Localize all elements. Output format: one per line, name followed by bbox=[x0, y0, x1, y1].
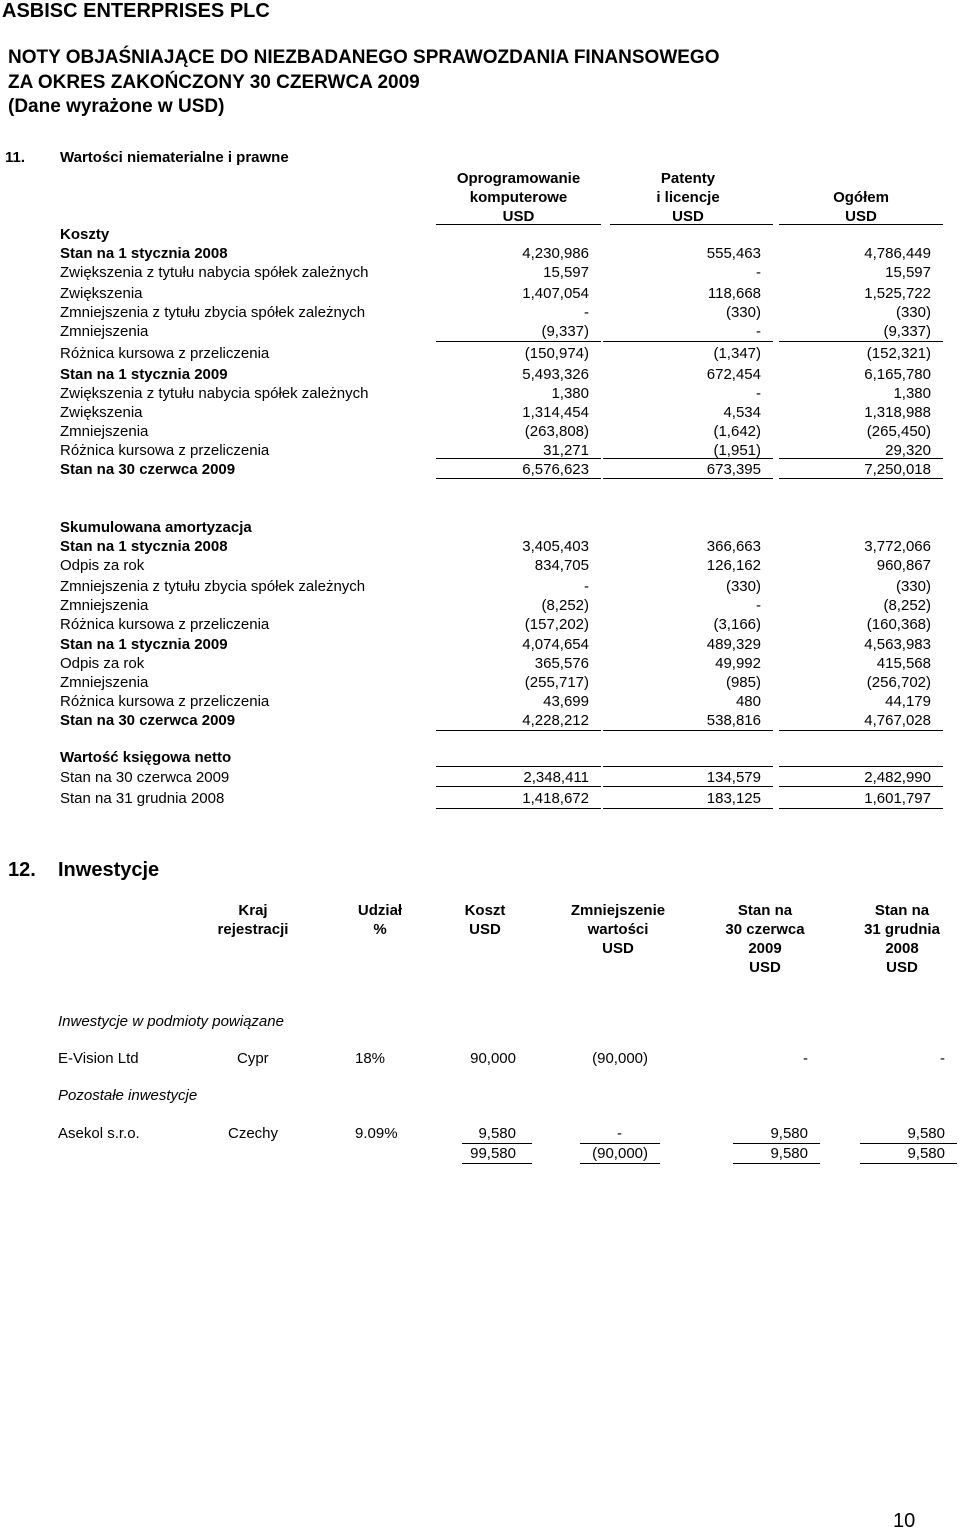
subtotal-rule bbox=[860, 1143, 957, 1144]
koszty-rule bbox=[779, 478, 943, 479]
netto-row-value: 1,418,672 bbox=[522, 790, 589, 807]
inv-col-header-dec-2008 bbox=[842, 901, 960, 977]
koszty-row-value: (9,337) bbox=[541, 323, 589, 340]
inv-company: E-Vision Ltd bbox=[58, 1050, 139, 1067]
header-rule bbox=[610, 224, 773, 225]
koszty-row-value: 555,463 bbox=[706, 245, 761, 262]
koszty-row-label: Stan na 1 stycznia 2009 bbox=[60, 366, 228, 383]
inv-col-header-line: 30 czerwca bbox=[725, 921, 805, 938]
netto-row-label: Stan na 30 czerwca 2009 bbox=[60, 769, 230, 786]
koszty-row-label: Zwiększenia z tytułu nabycia spółek zależnych bbox=[60, 385, 369, 402]
koszty-row-value: 4,786,449 bbox=[864, 245, 931, 262]
koszty-row-value: 1,318,988 bbox=[864, 404, 931, 421]
inv-impairment: (90,000) bbox=[592, 1050, 648, 1067]
koszty-row-value: (1,642) bbox=[713, 423, 761, 440]
report-title-line-1: NOTY OBJAŚNIAJĄCE DO NIEZBADANEGO SPRAWOZDANIA FINANSOWEGO bbox=[8, 47, 720, 68]
amortyzacja-rule bbox=[436, 730, 601, 731]
koszty-row-label: Zmniejszenia z tytułu zbycia spółek zależnych bbox=[60, 304, 366, 321]
amortyzacja-row-value: 960,867 bbox=[876, 557, 931, 574]
koszty-row-value: 118,668 bbox=[707, 285, 761, 302]
netto-rule bbox=[779, 766, 943, 767]
koszty-row-value: 673,395 bbox=[706, 461, 761, 478]
amortyzacja-row-value: (330) bbox=[895, 578, 931, 595]
subtotal-rule bbox=[733, 1143, 820, 1144]
koszty-heading: Koszty bbox=[60, 226, 110, 243]
amortyzacja-row-value: (8,252) bbox=[541, 597, 589, 614]
netto-rule bbox=[603, 808, 773, 809]
report-title-line-3: (Dane wyrażone w USD) bbox=[8, 96, 225, 117]
col-header-total-line: Ogółem bbox=[833, 189, 889, 206]
inv-group-other: Pozostałe inwestycje bbox=[58, 1087, 198, 1104]
netto-rule bbox=[436, 786, 601, 787]
col-header-software bbox=[436, 169, 601, 226]
section-12-title: Inwestycje bbox=[58, 859, 160, 881]
amortyzacja-row-value: 126,162 bbox=[706, 557, 761, 574]
amortyzacja-row-label: Stan na 1 stycznia 2008 bbox=[60, 538, 228, 555]
koszty-row-value: (150,974) bbox=[524, 345, 589, 362]
koszty-rule bbox=[436, 341, 601, 342]
header-rule bbox=[436, 224, 601, 225]
col-header-total-unit: USD bbox=[845, 208, 877, 225]
section-12-number: 12. bbox=[8, 859, 36, 881]
amortyzacja-row-label: Odpis za rok bbox=[60, 557, 145, 574]
amortyzacja-row-value: 834,705 bbox=[534, 557, 589, 574]
inv-group-related: Inwestycje w podmioty powiązane bbox=[58, 1013, 284, 1030]
koszty-row-label: Zmniejszenia bbox=[60, 323, 149, 340]
amortyzacja-row-value: 49,992 bbox=[715, 655, 761, 672]
koszty-row-value: 1,407,054 bbox=[522, 285, 589, 302]
total-rule bbox=[462, 1163, 532, 1164]
amortyzacja-row-value: - bbox=[584, 578, 589, 595]
koszty-row-value: 4,534 bbox=[723, 404, 761, 421]
total-rule bbox=[733, 1163, 820, 1164]
koszty-row-label: Zwiększenia z tytułu nabycia spółek zależnych bbox=[60, 264, 369, 281]
inv-june-2009: 9,580 bbox=[770, 1125, 808, 1142]
amortyzacja-rule bbox=[779, 730, 943, 731]
koszty-row-value: 6,165,780 bbox=[864, 366, 931, 383]
amortyzacja-row-value: 415,568 bbox=[876, 655, 931, 672]
amortyzacja-row-value: (330) bbox=[725, 578, 761, 595]
amortyzacja-row-label: Odpis za rok bbox=[60, 655, 145, 672]
amortyzacja-row-value: 4,563,983 bbox=[864, 636, 931, 653]
amortyzacja-row-label: Zmniejszenia bbox=[60, 674, 149, 691]
netto-rule bbox=[779, 786, 943, 787]
subtotal-rule bbox=[462, 1143, 532, 1144]
amortyzacja-row-value: 4,228,212 bbox=[522, 712, 589, 729]
header-rule bbox=[779, 224, 943, 225]
inv-col-header-line: rejestracji bbox=[217, 921, 289, 938]
koszty-row-label: Różnica kursowa z przeliczenia bbox=[60, 442, 270, 459]
amortyzacja-row-label: Zmniejszenia bbox=[60, 597, 149, 614]
amortyzacja-row-value: 480 bbox=[735, 693, 761, 710]
koszty-row-value: 31,271 bbox=[543, 442, 589, 459]
amortyzacja-row-value: - bbox=[756, 597, 761, 614]
koszty-row-value: 7,250,018 bbox=[864, 461, 931, 478]
amortyzacja-rule bbox=[603, 730, 773, 731]
inv-col-header-line: USD bbox=[749, 959, 781, 976]
inv-col-header-line: 2008 bbox=[885, 940, 919, 957]
company-name: ASBISC ENTERPRISES PLC bbox=[2, 0, 270, 22]
netto-row-value: 1,601,797 bbox=[864, 790, 931, 807]
col-header-total bbox=[779, 188, 943, 226]
koszty-rule bbox=[603, 341, 773, 342]
inv-col-header-line: % bbox=[373, 921, 387, 938]
amortyzacja-row-value: (160,368) bbox=[866, 616, 931, 633]
amortyzacja-row-value: (255,717) bbox=[524, 674, 589, 691]
netto-rule bbox=[436, 766, 601, 767]
amortyzacja-row-value: 538,816 bbox=[706, 712, 761, 729]
inv-share: 9.09% bbox=[355, 1125, 398, 1142]
inv-country: Czechy bbox=[228, 1125, 279, 1142]
koszty-row-value: 1,380 bbox=[551, 385, 589, 402]
amortyzacja-row-label: Stan na 1 stycznia 2009 bbox=[60, 636, 228, 653]
amortyzacja-heading: Skumulowana amortyzacja bbox=[60, 519, 252, 536]
inv-col-header-cost bbox=[445, 901, 525, 939]
koszty-row-value: (265,450) bbox=[866, 423, 931, 440]
inv-total-dec-2008: 9,580 bbox=[907, 1145, 945, 1162]
koszty-row-value: 1,525,722 bbox=[864, 285, 931, 302]
inv-col-header-impairment bbox=[553, 901, 683, 958]
netto-rule bbox=[436, 808, 601, 809]
koszty-row-value: (330) bbox=[895, 304, 931, 321]
koszty-row-label: Zwiększenia bbox=[60, 285, 143, 302]
inv-col-header-line: Koszt bbox=[464, 902, 506, 919]
inv-dec-2008: 9,580 bbox=[907, 1125, 945, 1142]
inv-col-header-line: 2009 bbox=[748, 940, 782, 957]
inv-dec-2008: - bbox=[940, 1050, 945, 1067]
inv-company: Asekol s.r.o. bbox=[58, 1125, 140, 1142]
koszty-row-value: 29,320 bbox=[885, 442, 931, 459]
amortyzacja-row-label: Różnica kursowa z przeliczenia bbox=[60, 693, 270, 710]
amortyzacja-row-label: Różnica kursowa z przeliczenia bbox=[60, 616, 270, 633]
koszty-row-value: 15,597 bbox=[543, 264, 589, 281]
koszty-rule bbox=[436, 458, 601, 459]
koszty-row-value: - bbox=[756, 385, 761, 402]
koszty-row-value: 4,230,986 bbox=[522, 245, 589, 262]
col-header-patents-unit: USD bbox=[672, 208, 704, 225]
inv-total-cost: 99,580 bbox=[470, 1145, 516, 1162]
koszty-row-label: Różnica kursowa z przeliczenia bbox=[60, 345, 270, 362]
inv-col-header-line: Kraj bbox=[238, 902, 268, 919]
koszty-row-label: Stan na 30 czerwca 2009 bbox=[60, 461, 236, 478]
netto-row-label: Stan na 31 grudnia 2008 bbox=[60, 790, 225, 807]
netto-rule bbox=[779, 808, 943, 809]
koszty-row-value: (152,321) bbox=[866, 345, 931, 362]
inv-col-header-line: Zmniejszenie bbox=[570, 902, 666, 919]
koszty-row-value: (263,808) bbox=[524, 423, 589, 440]
koszty-row-value: 672,454 bbox=[706, 366, 761, 383]
amortyzacja-row-value: 3,772,066 bbox=[864, 538, 931, 555]
koszty-row-value: 15,597 bbox=[885, 264, 931, 281]
page-number: 10 bbox=[893, 1510, 916, 1532]
koszty-row-value: 5,493,326 bbox=[522, 366, 589, 383]
koszty-row-value: (330) bbox=[725, 304, 761, 321]
amortyzacja-row-value: 3,405,403 bbox=[522, 538, 589, 555]
inv-total-june-2009: 9,580 bbox=[770, 1145, 808, 1162]
netto-row-value: 2,482,990 bbox=[864, 769, 931, 786]
koszty-row-value: 6,576,623 bbox=[522, 461, 589, 478]
koszty-row-value: - bbox=[756, 264, 761, 281]
inv-cost: 9,580 bbox=[478, 1125, 516, 1142]
col-header-software-line: Oprogramowanie bbox=[456, 170, 581, 187]
total-rule bbox=[580, 1163, 660, 1164]
section-11-number: 11. bbox=[5, 149, 26, 166]
amortyzacja-row-value: (985) bbox=[725, 674, 761, 691]
netto-heading: Wartość księgowa netto bbox=[60, 749, 232, 766]
amortyzacja-row-value: (3,166) bbox=[713, 616, 761, 633]
netto-row-value: 134,579 bbox=[706, 769, 761, 786]
inv-share: 18% bbox=[355, 1050, 386, 1067]
amortyzacja-row-value: 4,074,654 bbox=[522, 636, 589, 653]
koszty-row-value: - bbox=[756, 323, 761, 340]
inv-country: Cypr bbox=[237, 1050, 269, 1067]
inv-col-header-line: 31 grudnia bbox=[864, 921, 940, 938]
amortyzacja-row-value: 43,699 bbox=[543, 693, 589, 710]
netto-row-value: 2,348,411 bbox=[523, 769, 589, 786]
total-rule bbox=[860, 1163, 957, 1164]
inv-cost: 90,000 bbox=[470, 1050, 516, 1067]
col-header-software-unit: USD bbox=[502, 208, 535, 225]
col-header-patents-line: i licencje bbox=[656, 189, 720, 206]
koszty-row-value: (9,337) bbox=[883, 323, 931, 340]
section-11-title: Wartości niematerialne i prawne bbox=[60, 149, 289, 166]
inv-col-header-line: USD bbox=[469, 921, 501, 938]
koszty-rule bbox=[779, 458, 943, 459]
netto-row-value: 183,125 bbox=[706, 790, 761, 807]
amortyzacja-row-value: (256,702) bbox=[866, 674, 931, 691]
koszty-rule bbox=[436, 478, 601, 479]
col-header-software-line: komputerowe bbox=[469, 189, 568, 206]
amortyzacja-row-value: (157,202) bbox=[524, 616, 589, 633]
amortyzacja-row-value: 366,663 bbox=[706, 538, 761, 555]
inv-col-header-line: Udział bbox=[357, 902, 403, 919]
koszty-row-label: Zmniejszenia bbox=[60, 423, 149, 440]
amortyzacja-row-value: 489,329 bbox=[706, 636, 761, 653]
netto-rule bbox=[603, 786, 773, 787]
amortyzacja-row-value: (8,252) bbox=[883, 597, 931, 614]
koszty-rule bbox=[779, 341, 943, 342]
koszty-row-value: (1,347) bbox=[713, 345, 761, 362]
inv-col-header-line: USD bbox=[602, 940, 634, 957]
koszty-row-value: - bbox=[584, 304, 589, 321]
inv-col-header-share bbox=[340, 901, 420, 939]
inv-impairment: - bbox=[617, 1125, 622, 1142]
amortyzacja-row-value: 44,179 bbox=[885, 693, 931, 710]
koszty-row-value: 1,314,454 bbox=[522, 404, 589, 421]
amortyzacja-row-value: 365,576 bbox=[534, 655, 589, 672]
amortyzacja-row-label: Stan na 30 czerwca 2009 bbox=[60, 712, 236, 729]
koszty-rule bbox=[603, 478, 773, 479]
subtotal-rule bbox=[580, 1143, 660, 1144]
koszty-row-label: Stan na 1 stycznia 2008 bbox=[60, 245, 228, 262]
inv-col-header-june-2009 bbox=[705, 901, 825, 977]
report-title-line-2: ZA OKRES ZAKOŃCZONY 30 CZERWCA 2009 bbox=[8, 72, 420, 93]
netto-rule bbox=[603, 766, 773, 767]
inv-col-header-line: wartości bbox=[587, 921, 649, 938]
inv-june-2009: - bbox=[803, 1050, 808, 1067]
inv-col-header-country bbox=[203, 901, 303, 939]
koszty-row-value: 1,380 bbox=[893, 385, 931, 402]
inv-col-header-line: USD bbox=[886, 959, 918, 976]
col-header-patents bbox=[603, 169, 773, 226]
koszty-row-label: Zwiększenia bbox=[60, 404, 143, 421]
koszty-rule bbox=[603, 458, 773, 459]
amortyzacja-row-value: 4,767,028 bbox=[864, 712, 931, 729]
inv-total-impairment: (90,000) bbox=[592, 1145, 648, 1162]
amortyzacja-row-label: Zmniejszenia z tytułu zbycia spółek zależnych bbox=[60, 578, 366, 595]
inv-col-header-line: Stan na bbox=[737, 902, 793, 919]
inv-col-header-line: Stan na bbox=[874, 902, 930, 919]
col-header-patents-line: Patenty bbox=[660, 170, 716, 187]
koszty-row-value: (1,951) bbox=[713, 442, 761, 459]
